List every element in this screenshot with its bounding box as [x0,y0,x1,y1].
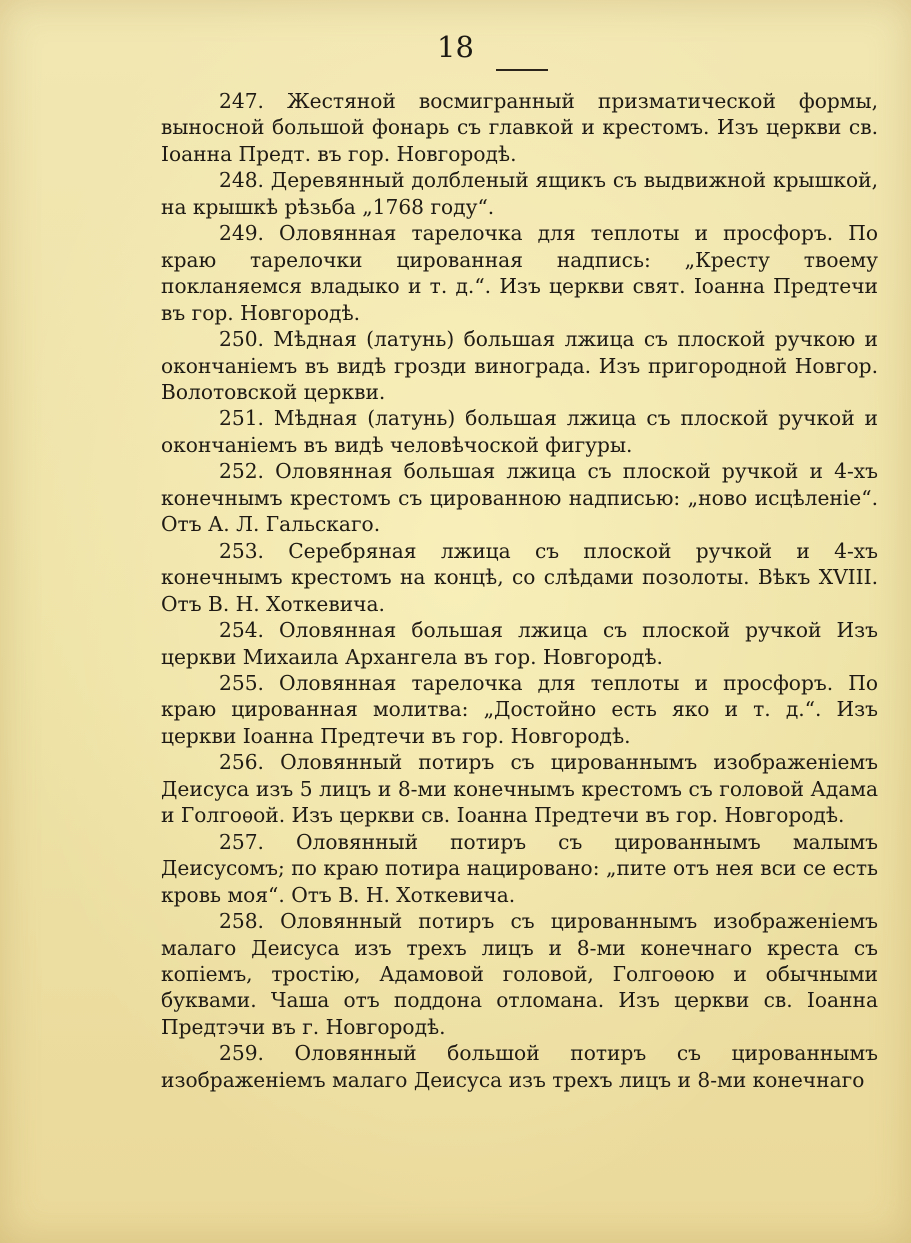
catalog-entry-258: 258. Оловянный потиръ съ цированнымъ изображеніемъ малаго Деисуса изъ трехъ лицъ и 8-ми конечнаго креста съ копіемъ, тростію, Адамовой головой, Голгоѳою и обычными буквами. Чаша отъ поддона отломана. Изъ церкви св. Іоанна Предтэчи въ г. Новгородѣ. [161,909,878,1039]
catalog-entry-254: 254. Оловянная большая лжица съ плоской ручкой Изъ церкви Михаила Архангела въ гор. Новгородѣ. [161,618,878,669]
catalog-entry-247: 247. Жестяной восмигранный призматической формы, выносной большой фонарь съ главкой и крестомъ. Изъ церкви св. Іоанна Предт. въ гор. Новгородѣ. [161,89,878,166]
catalog-entry-253: 253. Серебряная лжица съ плоской ручкой и 4-хъ конечнымъ крестомъ на концѣ, со слѣдами позолоты. Вѣкъ XVIII. Отъ В. Н. Хоткевича. [161,538,878,616]
page-number-underline [496,69,548,71]
catalog-entry-257: 257. Оловянный потиръ съ цированнымъ малымъ Деисусомъ; по краю потира нацировано: „пите отъ нея вси се есть кровь моя“. Отъ В. Н. Хоткевича. [161,829,878,907]
catalog-entry-256: 256. Оловянный потиръ съ цированнымъ изображеніемъ Деисуса изъ 5 лицъ и 8-ми конечнымъ крестомъ съ головой Адама и Голгоѳой. Изъ церкви св. Іоанна Предтечи въ гор. Новгородѣ. [161,750,878,828]
catalog-text [161,88,878,1093]
catalog-entry-249: 249. Оловянная тарелочка для теплоты и просфоръ. По краю тарелочки цированная надпись: „Кресту твоему покланяемся владыко и т. д.“. Изъ церкви свят. Іоанна Предтечи въ гор. Новгородѣ. [161,221,878,325]
catalog-entry-259: 259. Оловянный большой потиръ съ цированнымъ изображеніемъ малаго Деисуса изъ трехъ лицъ и 8-ми конечнаго [161,1041,878,1092]
catalog-entry-251: 251. Мѣдная (латунь) большая лжица съ плоской ручкой и окончаніемъ въ видѣ человѣчоской фигуры. [161,406,878,457]
page-number: 18 [437,30,474,64]
catalog-entry-252: 252. Оловянная большая лжица съ плоской ручкой и 4-хъ конечнымъ крестомъ съ цированною надписью: „ново исцѣленіе“. Отъ А. Л. Гальскаго. [161,459,878,537]
catalog-entry-250: 250. Мѣдная (латунь) большая лжица съ плоской ручкою и окончаніемъ въ видѣ грозди винограда. Изъ пригородной Новгор. Волотовской церкви. [161,327,878,404]
catalog-entry-248: 248. Деревянный долбленый ящикъ съ выдвижной крышкой, на крышкѣ рѣзьба „1768 году“. [161,168,878,219]
catalog-entry-255: 255. Оловянная тарелочка для теплоты и просфоръ. По краю цированная молитва: „Достойно есть яко и т. д.“. Изъ церкви Іоанна Предтечи въ гор. Новгородѣ. [161,670,878,748]
